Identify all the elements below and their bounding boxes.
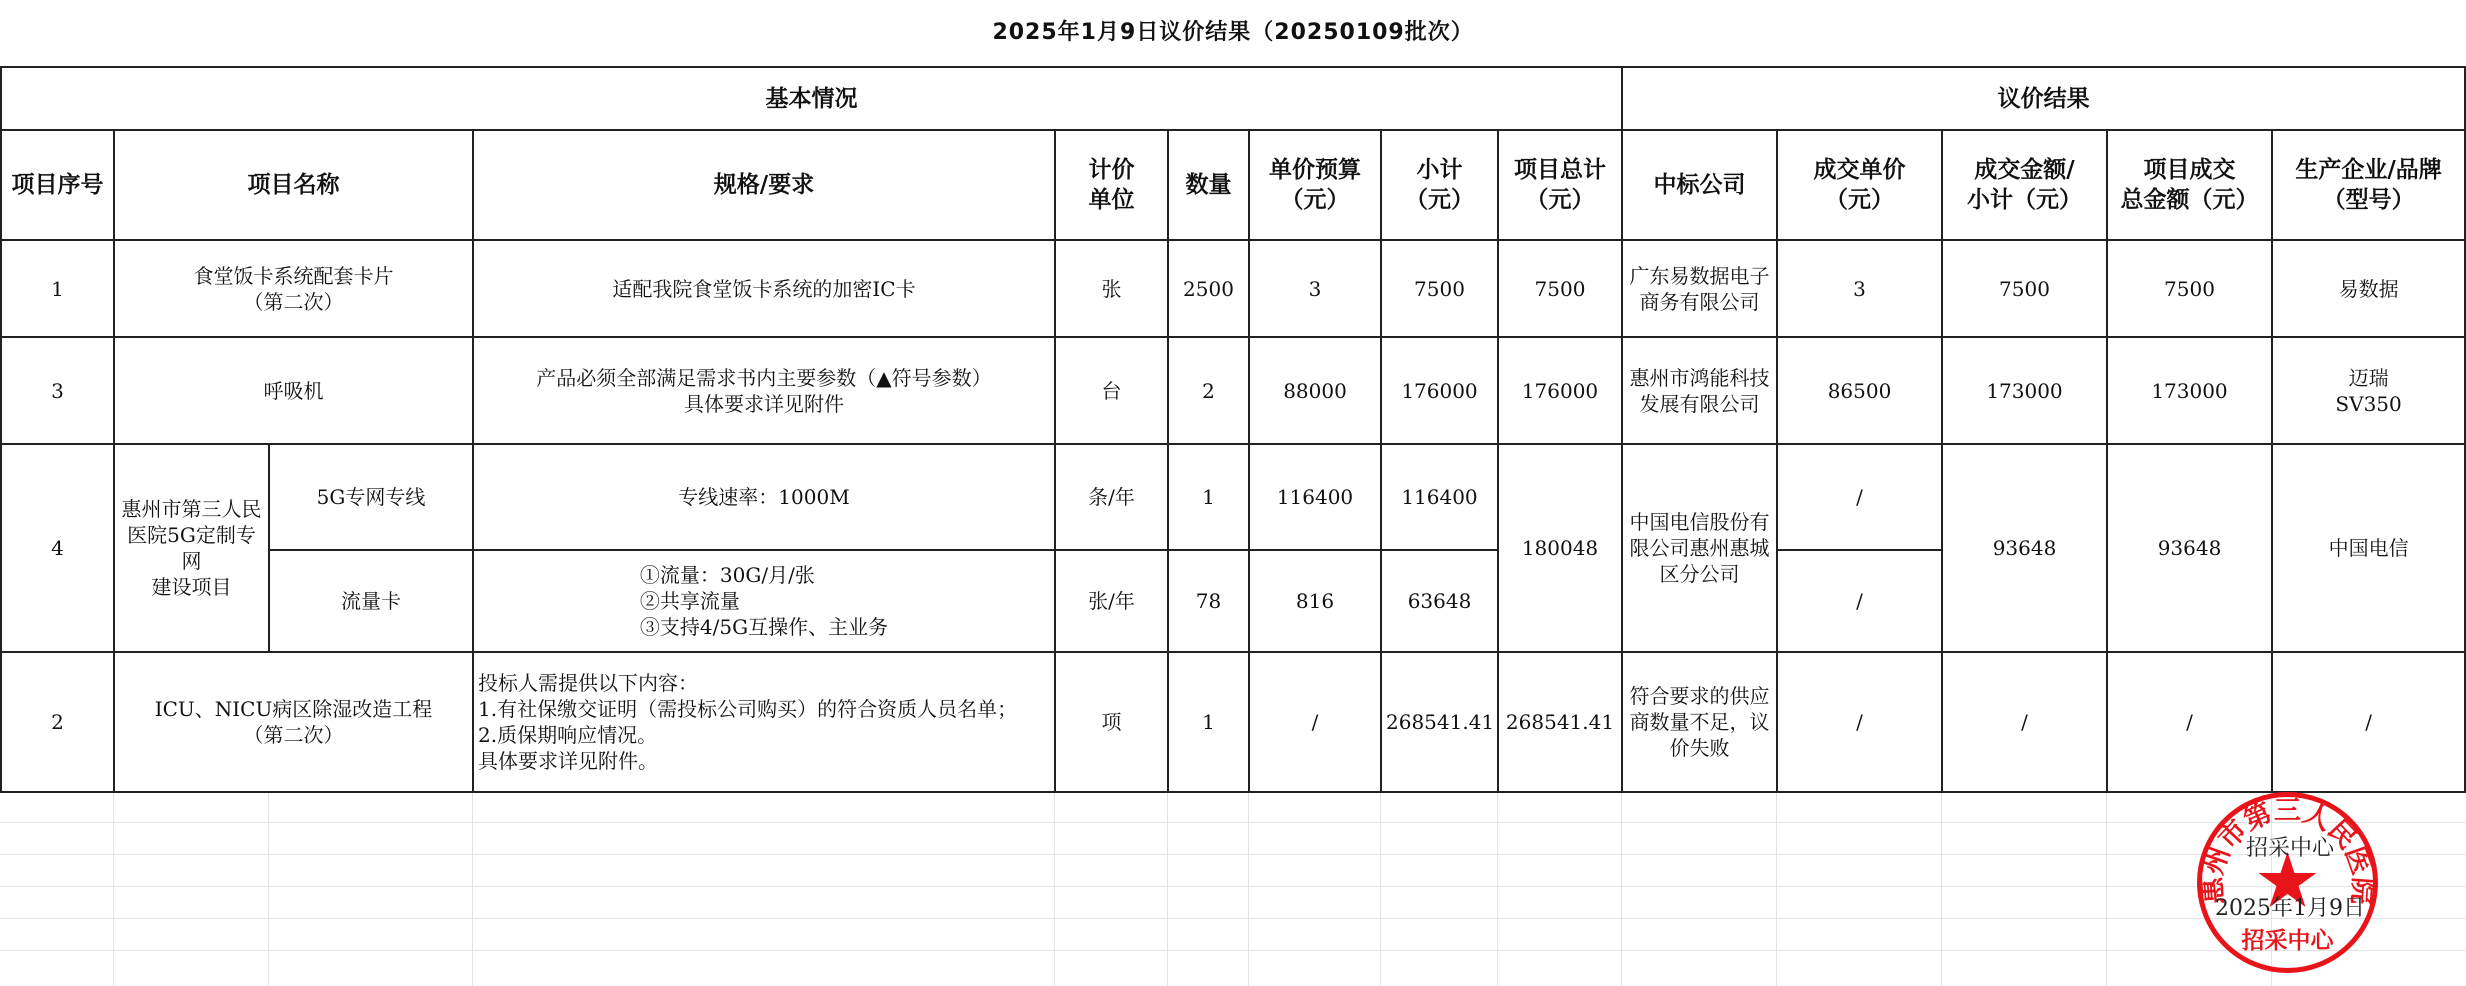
cell-name: 食堂饭卡系统配套卡片 （第二次） — [114, 240, 473, 337]
header-deal-total: 项目成交 总金额（元） — [2107, 130, 2272, 240]
cell-winner: 广东易数据电子 商务有限公司 — [1622, 240, 1777, 337]
cell-seq: 2 — [1, 652, 114, 792]
seal-dept: 招采中心 — [2245, 836, 2334, 861]
cell-total: 7500 — [1498, 240, 1622, 337]
cell-budget: 3 — [1249, 240, 1381, 337]
header-total: 项目总计 （元） — [1498, 130, 1622, 240]
cell-winner: 中国电信股份有 限公司惠州惠城 区分公司 — [1622, 444, 1777, 652]
cell-winner: 符合要求的供应 商数量不足，议 价失败 — [1622, 652, 1777, 792]
header-deal-amount: 成交金额/ 小计（元） — [1942, 130, 2107, 240]
section-basic: 基本情况 — [1, 67, 1622, 130]
cell-name: 惠州市第三人民 医院5G定制专网 建设项目 — [114, 444, 269, 652]
cell-unit: 张/年 — [1055, 550, 1168, 652]
header-seq: 项目序号 — [1, 130, 114, 240]
cell-winner: 惠州市鸿能科技 发展有限公司 — [1622, 337, 1777, 444]
cell-subtotal: 176000 — [1381, 337, 1498, 444]
cell-deal-total: 7500 — [2107, 240, 2272, 337]
cell-spec: 适配我院食堂饭卡系统的加密IC卡 — [473, 240, 1055, 337]
seal-overlay-text — [2190, 833, 2390, 925]
header-deal-price: 成交单价 （元） — [1777, 130, 1942, 240]
header-spec: 规格/要求 — [473, 130, 1055, 240]
cell-brand: 易数据 — [2272, 240, 2465, 337]
cell-spec: 投标人需提供以下内容： 1.有社保缴交证明（需投标公司购买）的符合资质人员名单； 2.质保期响应情况。 具体要求详见附件。 — [473, 652, 1055, 792]
cell-subtotal: 7500 — [1381, 240, 1498, 337]
cell-unit: 台 — [1055, 337, 1168, 444]
cell-deal-price: / — [1777, 444, 1942, 550]
cell-name: 呼吸机 — [114, 337, 473, 444]
cell-total: 180048 — [1498, 444, 1622, 652]
cell-budget: / — [1249, 652, 1381, 792]
header-budget: 单价预算 （元） — [1249, 130, 1381, 240]
cell-deal-amount: 93648 — [1942, 444, 2107, 652]
cell-deal-price: / — [1777, 550, 1942, 652]
table-row — [1, 240, 2465, 337]
page-title: 2025年1月9日议价结果（20250109批次） — [1, 0, 2465, 67]
cell-qty: 2 — [1168, 337, 1249, 444]
cell-deal-price: 3 — [1777, 240, 1942, 337]
cell-spec: 产品必须全部满足需求书内主要参数（▲符号参数） 具体要求详见附件 — [473, 337, 1055, 444]
cell-spec: 专线速率：1000M — [473, 444, 1055, 550]
table-row — [1, 337, 2465, 444]
table-row — [1, 652, 2465, 792]
cell-deal-price: / — [1777, 652, 1942, 792]
cell-qty: 2500 — [1168, 240, 1249, 337]
cell-unit: 项 — [1055, 652, 1168, 792]
cell-qty: 1 — [1168, 652, 1249, 792]
header-qty: 数量 — [1168, 130, 1249, 240]
table-row — [1, 444, 2465, 550]
cell-spec: ①流量：30G/月/张 ②共享流量 ③支持4/5G互操作、主业务 — [473, 550, 1055, 652]
cell-seq: 4 — [1, 444, 114, 652]
cell-deal-total: / — [2107, 652, 2272, 792]
cell-deal-amount: 173000 — [1942, 337, 2107, 444]
cell-deal-total: 173000 — [2107, 337, 2272, 444]
cell-deal-total: 93648 — [2107, 444, 2272, 652]
cell-unit: 条/年 — [1055, 444, 1168, 550]
empty-grid — [0, 792, 2466, 986]
header-brand: 生产企业/品牌 （型号） — [2272, 130, 2465, 240]
header-unit: 计价 单位 — [1055, 130, 1168, 240]
cell-qty: 1 — [1168, 444, 1249, 550]
cell-qty: 78 — [1168, 550, 1249, 652]
cell-subtotal: 268541.41 — [1381, 652, 1498, 792]
cell-brand: 迈瑞 SV350 — [2272, 337, 2465, 444]
cell-budget: 116400 — [1249, 444, 1381, 550]
cell-deal-amount: 7500 — [1942, 240, 2107, 337]
cell-brand: / — [2272, 652, 2465, 792]
cell-deal-amount: / — [1942, 652, 2107, 792]
cell-seq: 3 — [1, 337, 114, 444]
cell-total: 268541.41 — [1498, 652, 1622, 792]
cell-subtotal: 116400 — [1381, 444, 1498, 550]
cell-total: 176000 — [1498, 337, 1622, 444]
cell-subitem-name: 5G专网专线 — [269, 444, 473, 550]
seal-bottom-text: 招采中心 — [2241, 927, 2334, 954]
cell-brand: 中国电信 — [2272, 444, 2465, 652]
cell-seq: 1 — [1, 240, 114, 337]
cell-budget: 816 — [1249, 550, 1381, 652]
cell-name: ICU、NICU病区除湿改造工程 （第二次） — [114, 652, 473, 792]
cell-budget: 88000 — [1249, 337, 1381, 444]
cell-deal-price: 86500 — [1777, 337, 1942, 444]
header-winner: 中标公司 — [1622, 130, 1777, 240]
cell-subitem-name: 流量卡 — [269, 550, 473, 652]
cell-unit: 张 — [1055, 240, 1168, 337]
header-name: 项目名称 — [114, 130, 473, 240]
header-subtotal: 小计 （元） — [1381, 130, 1498, 240]
cell-subtotal: 63648 — [1381, 550, 1498, 652]
seal-ring-text: 惠州市第三人民医院 — [2196, 795, 2379, 906]
seal-date: 2025年1月9日 — [2215, 896, 2365, 921]
header-row — [1, 130, 2465, 240]
section-result: 议价结果 — [1622, 67, 2465, 130]
